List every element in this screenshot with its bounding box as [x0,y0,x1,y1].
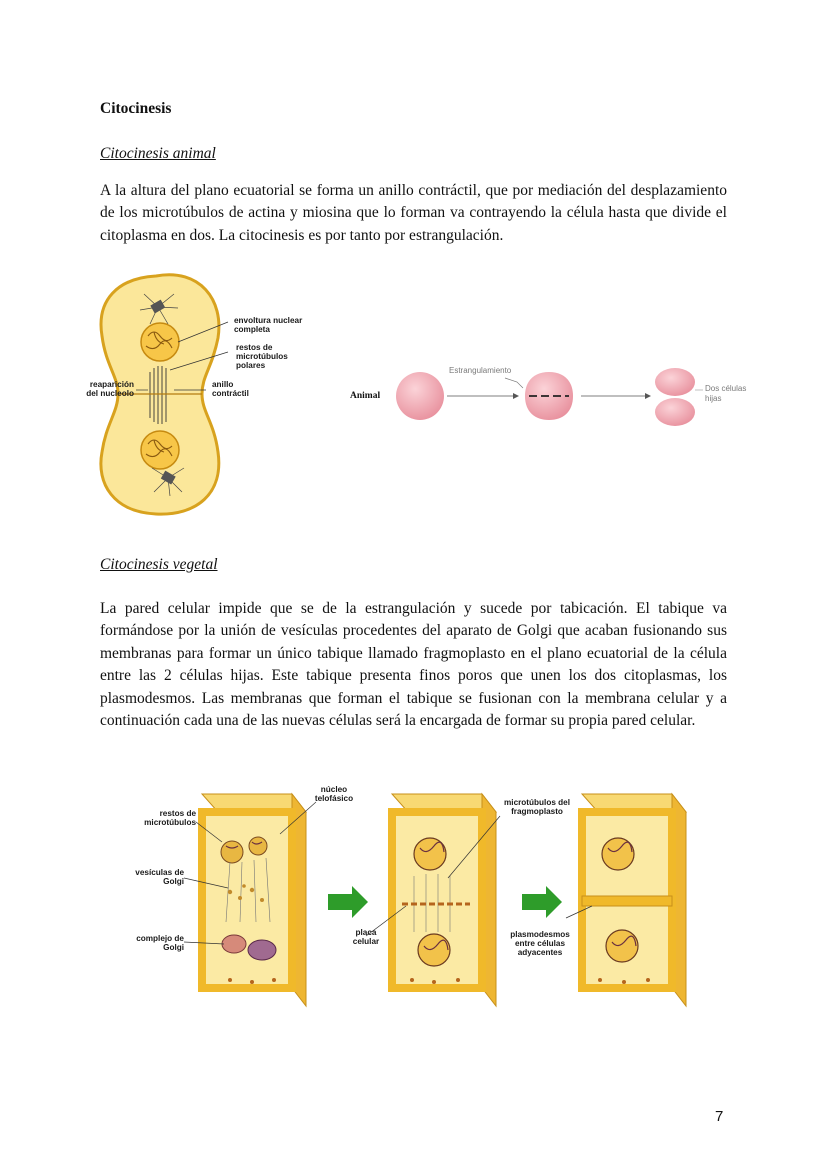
section-heading: Citocinesis [100,100,172,117]
paragraph-animal: A la altura del plano ecuatorial se forma un anillo contráctil, que por mediación del desplazamiento de los microtúbulos de actina y miosina que lo forman va contrayendo la célula hasta que divide el citoplasma en dos. La citocinesis es por tanto por estrangulación. [100,182,727,244]
label-complejo-golgi: complejo de Golgi [136,934,184,953]
subheading-animal: Citocinesis animal [100,145,216,162]
animal-strangulation-diagram [345,360,765,436]
label-plasmodesmos: plasmodesmos entre células adyacentes [510,930,570,958]
label-envoltura-nuclear: envoltura nuclear completa [234,316,303,335]
label-reaparicion-nucleolo: reaparición del nucleolo [86,380,134,399]
subheading-vegetal: Citocinesis vegetal [100,556,218,573]
strangulation-drawing [345,360,705,436]
plant-cell-drawing [130,782,700,1014]
label-dos-celulas-hijas: Dos células hijas [705,384,747,403]
label-nucleo-telofasico: núcleo telofásico [314,785,354,804]
page-number: 7 [715,1108,724,1125]
paragraph-vegetal: La pared celular impide que se de la estrangulación y sucede por tabicación. El tabique va formándose por la unión de vesículas procedentes del aparato de Golgi que acaban fusionando sus membranas para formar un único tabique llamado fragmoplasto en el plano ecuatorial de la célula entre las 2 células hijas. Este tabique presenta finos poros que unen los dos citoplasmas, los plasmodesmos. Las membranas que forman el tabique se fusionan con la membrana celular y a continuación cada una de las nuevas células será la encargada de formar su propia pared celular. [100,600,727,730]
label-restos-microtubulos-vegetal: restos de microtúbulos [144,809,196,828]
label-vesiculas-golgi: vesículas de Golgi [135,868,184,887]
label-anillo-contractil: anillo contráctil [212,380,249,399]
label-estrangulamiento: Estrangulamiento [449,366,512,375]
label-microtubulos-fragmoplasto: microtúbulos del fragmoplasto [504,798,570,817]
plant-cytokinesis-diagram [130,782,700,1014]
label-restos-microtubulos: restos de microtúbulos polares [236,343,288,371]
animal-cell-diagram [78,272,318,520]
label-placa-celular: placa celular [352,928,380,947]
label-animal: Animal [350,391,381,401]
